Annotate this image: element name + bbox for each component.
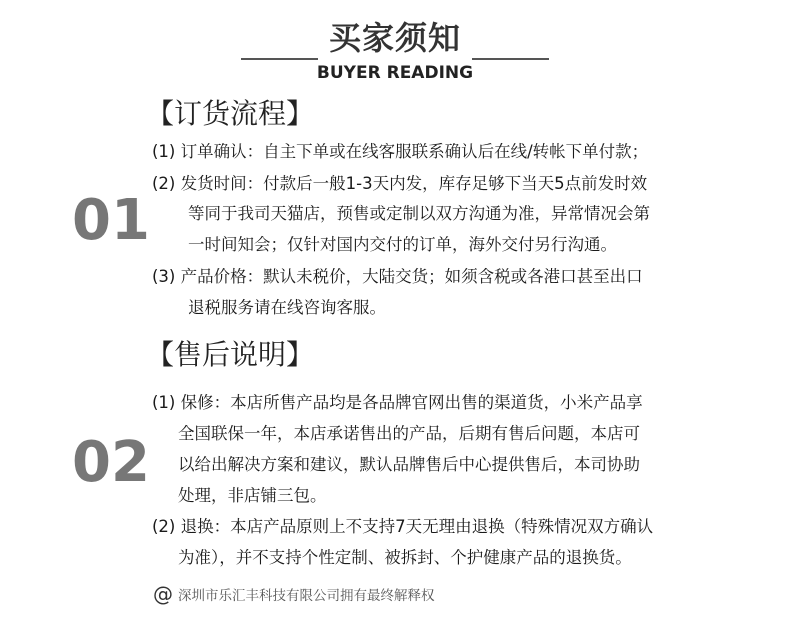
section-line: (1) 保修：本店所售产品均是各品牌官网出售的渠道货，小米产品享 (152, 393, 643, 412)
section-number: 02 (72, 430, 150, 495)
section-line: 处理，非店铺三包。 (178, 486, 327, 505)
page-subtitle: BUYER READING (316, 63, 474, 83)
copyright-notice: 深圳市乐汇丰科技有限公司拥有最终解释权 (178, 588, 435, 604)
section-heading: 【订货流程】 (146, 97, 315, 130)
section-line: 等同于我司天猫店，预售或定制以双方沟通为准，异常情况会第 (188, 204, 650, 223)
page-title: 买家须知 (328, 19, 461, 57)
section-line: 全国联保一年，本店承诺售出的产品，后期有售后问题，本店可 (178, 424, 640, 443)
title-rule-left (241, 58, 318, 60)
section-line: (1) 订单确认：自主下单或在线客服联系确认后在线/转帐下单付款； (152, 142, 649, 161)
section-line: 以给出解决方案和建议，默认品牌售后中心提供售后，本司协助 (178, 455, 640, 474)
section-line: (2) 退换：本店产品原则上不支持7天无理由退换（特殊情况双方确认 (152, 517, 654, 536)
section-line: 一时间知会；仅针对国内交付的订单，海外交付另行沟通。 (188, 235, 617, 254)
section-line: 为准），并不支持个性定制、被拆封、个护健康产品的退换货。 (178, 548, 632, 567)
title-rule-right (472, 58, 549, 60)
section-line: (3) 产品价格：默认未税价，大陆交货；如须含税或各港口甚至出口 (152, 267, 643, 286)
at-sign-icon: @ (153, 582, 173, 606)
section-line: 退税服务请在线咨询客服。 (188, 298, 386, 317)
section-heading: 【售后说明】 (146, 338, 315, 371)
section-line: (2) 发货时间：付款后一般1-3天内发，库存足够下当天5点前发时效 (152, 174, 648, 193)
section-number: 01 (72, 188, 150, 253)
